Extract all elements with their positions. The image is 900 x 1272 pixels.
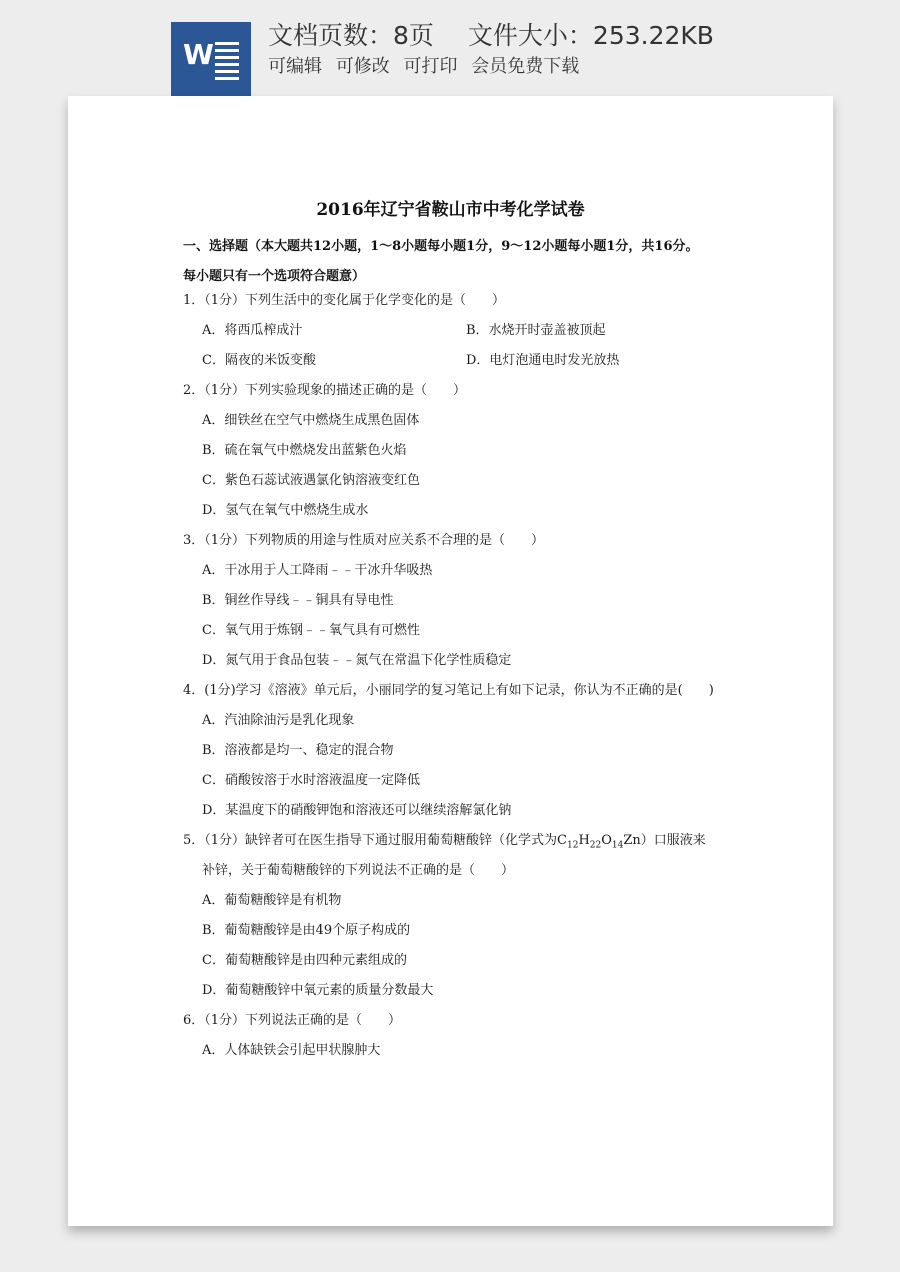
word-lines-graphic [215,42,239,84]
question-1-option-c: C．隔夜的米饭变酸 [202,353,316,368]
question-2-stem: 2．（1分）下列实验现象的描述正确的是（ ） [183,383,467,398]
question-1-options-row-2 [68,346,833,376]
formula-oxygen: O [601,833,612,848]
question-6-stem: 6．（1分）下列说法正确的是（ ） [183,1013,402,1028]
exam-title: 2016年辽宁省鞍山市中考化学试卷 [316,200,585,220]
question-4-option-a: A．汽油除油污是乳化现象 [202,713,355,728]
question-3-option-a: A．干冰用于人工降雨﹣﹣干冰升华吸热 [202,563,433,578]
question-1-option-a: A．将西瓜榨成汁 [202,323,303,338]
question-6-option-a: A．人体缺铁会引起甲状腺肿大 [202,1043,381,1058]
question-3-option-d: D．氮气用于食品包装﹣﹣氮气在常温下化学性质稳定 [202,653,512,668]
document-page [68,96,833,1226]
question-5-stem-prefix: 5．（1分）缺锌者可在医生指导下通过服用葡萄糖酸锌（化学式为 [183,833,558,848]
feature-editable: 可编辑 [268,56,322,77]
formula-oxygen-count: 14 [611,840,624,851]
question-1-option-b: B．水烧开时壶盖被顶起 [466,323,606,338]
section-heading-line-2: 每小题只有一个选项符合题意） [183,269,366,284]
question-5-stem [68,826,833,856]
feature-list [268,54,587,80]
question-4-stem: 4．(1分)学习《溶液》单元后，小丽同学的复习笔记上有如下记录，你认为不正确的是( ) [183,683,714,698]
formula-carbon: C [557,833,567,848]
file-meta [268,18,714,54]
download-info-banner [0,0,900,96]
question-5-option-b: B．葡萄糖酸锌是由49个原子构成的 [202,923,411,938]
question-5-option-a: A．葡萄糖酸锌是有机物 [202,893,342,908]
formula-hydrogen: H [578,833,590,848]
page-count: 文档页数：8页 [268,21,434,50]
file-size: 文件大小：253.22KB [467,21,714,50]
section-heading [183,232,743,292]
question-2-option-a: A．细铁丝在空气中燃烧生成黑色固体 [202,413,420,428]
question-4-option-c: C．硝酸铵溶于水时溶液温度一定降低 [202,773,420,788]
word-document-icon [171,22,251,96]
question-5-stem-suffix: ）口服液来 [640,833,706,848]
question-3-option-b: B．铜丝作导线﹣﹣铜具有导电性 [202,593,394,608]
feature-modifiable: 可修改 [335,56,390,77]
question-2-option-b: B．硫在氧气中燃烧发出蓝紫色火焰 [202,443,407,458]
zinc-gluconate-formula [557,833,641,851]
question-list [68,286,833,1066]
section-heading-line-1: 一、选择题（本大题共12小题，1～8小题每小题1分，9～12小题每小题1分，共16分。 [183,239,699,254]
formula-zinc: Zn [623,833,641,848]
question-4-option-d: D．某温度下的硝酸钾饱和溶液还可以继续溶解氯化钠 [202,803,512,818]
question-3-option-c: C．氧气用于炼钢﹣﹣氧气具有可燃性 [202,623,420,638]
question-5-option-d: D．葡萄糖酸锌中氧元素的质量分数最大 [202,983,434,998]
question-1-option-d: D．电灯泡通电时发光放热 [466,353,620,368]
question-2-option-c: C．紫色石蕊试液遇氯化钠溶液变红色 [202,473,420,488]
question-5-option-c: C．葡萄糖酸锌是由四种元素组成的 [202,953,407,968]
feature-printable: 可打印 [403,56,458,77]
question-3-stem: 3．（1分）下列物质的用途与性质对应关系不合理的是（ ） [183,533,545,548]
feature-member-download: 会员免费下载 [471,56,580,77]
question-4-option-b: B．溶液都是均一、稳定的混合物 [202,743,394,758]
question-1-options-row-1 [68,316,833,346]
question-5-stem-continued: 补锌，关于葡萄糖酸锌的下列说法不正确的是（ ） [202,863,515,878]
formula-carbon-count: 12 [567,840,579,851]
question-1-stem: 1．（1分）下列生活中的变化属于化学变化的是（ ） [183,293,506,308]
question-2-option-d: D．氢气在氧气中燃烧生成水 [202,503,369,518]
word-w-letter: W [183,38,214,71]
formula-hydrogen-count: 22 [589,840,602,851]
